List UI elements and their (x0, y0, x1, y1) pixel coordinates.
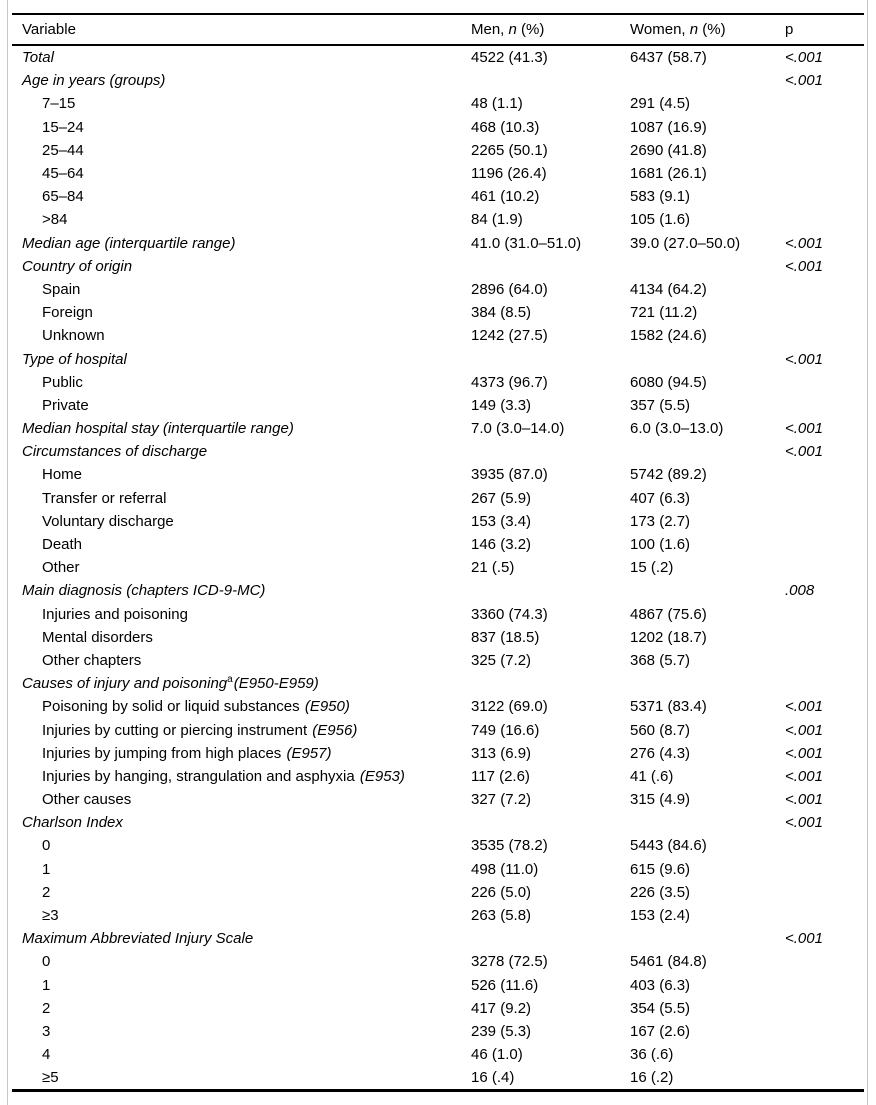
men-value: 3122 (69.0) (471, 698, 548, 716)
row-label-text: Injuries and poisoning (42, 605, 188, 623)
row-label-text: 7–15 (42, 95, 76, 113)
men-header-prefix: Men, (471, 21, 509, 38)
row-variable-label (12, 537, 471, 552)
row-label-code: (E953) (359, 767, 405, 785)
row-variable-label (12, 120, 471, 135)
table-row (12, 533, 864, 556)
row-variable-label (12, 954, 471, 969)
men-value: 384 (8.5) (471, 304, 532, 322)
row-variable-label (12, 96, 471, 111)
row-label-text: Injuries by hanging, strangulation and asphyxia (42, 767, 359, 785)
men-value: 3278 (72.5) (471, 953, 548, 971)
women-value: 39.0 (27.0–50.0) (630, 234, 741, 252)
row-label-text: Other causes (42, 791, 132, 809)
table-row (12, 811, 864, 834)
men-value: 749 (16.6) (471, 721, 540, 739)
table-row (12, 950, 864, 973)
row-variable-label (12, 514, 471, 529)
row-label-text: 0 (42, 953, 51, 971)
p-value: <.001 (785, 72, 823, 90)
table-row (12, 232, 864, 255)
table-row (12, 1020, 864, 1043)
table-row (12, 255, 864, 278)
column-header-p: p (785, 21, 794, 38)
men-value: 149 (3.3) (471, 396, 532, 414)
row-variable-label (12, 653, 471, 668)
row-variable-label (12, 746, 471, 761)
row-variable-label (12, 792, 471, 807)
men-value: 267 (5.9) (471, 489, 532, 507)
p-value: <.001 (785, 814, 823, 832)
row-label-code: (E950-E959) (233, 675, 319, 693)
men-value: 327 (7.2) (471, 791, 532, 809)
row-variable-label (12, 1001, 471, 1016)
p-value: <.001 (785, 721, 823, 739)
men-value: 325 (7.2) (471, 651, 532, 669)
women-value: 315 (4.9) (630, 791, 691, 809)
women-value: 105 (1.6) (630, 211, 691, 229)
men-value: 3360 (74.3) (471, 605, 548, 623)
table-row (12, 116, 864, 139)
p-value: <.001 (785, 257, 823, 275)
women-value: 100 (1.6) (630, 536, 691, 554)
column-header-women (630, 22, 785, 37)
women-value: 41 (.6) (630, 767, 674, 785)
table-row (12, 649, 864, 672)
row-label-text: 1 (42, 860, 51, 878)
women-value: 5371 (83.4) (630, 698, 707, 716)
table-row (12, 208, 864, 231)
row-label-text: 15–24 (42, 118, 84, 136)
row-variable-label (12, 723, 471, 738)
row-variable-label (12, 1070, 471, 1085)
row-label-text: Main diagnosis (chapters ICD-9-MC) (22, 582, 266, 600)
row-variable-label (12, 1024, 471, 1039)
row-label-text: Public (42, 373, 83, 391)
row-label-text: Home (42, 466, 83, 484)
table-row (12, 162, 864, 185)
women-value: 721 (11.2) (630, 304, 698, 322)
row-label-text: Injuries by cutting or piercing instrument (42, 721, 312, 739)
men-value: 117 (2.6) (471, 767, 530, 785)
men-value: 313 (6.9) (471, 744, 532, 762)
women-value: 276 (4.3) (630, 744, 691, 762)
men-value: 1242 (27.5) (471, 327, 548, 345)
table-row (12, 603, 864, 626)
men-value: 2896 (64.0) (471, 280, 548, 298)
table-row (12, 1043, 864, 1066)
row-variable-label (12, 885, 471, 900)
row-variable-label (12, 908, 471, 923)
women-value: 403 (6.3) (630, 976, 691, 994)
row-label-text: 3 (42, 1022, 51, 1040)
p-value: <.001 (785, 791, 823, 809)
row-label-text: Median age (interquartile range) (22, 234, 236, 252)
row-variable-label (12, 491, 471, 506)
table-row (12, 510, 864, 533)
women-value: 1087 (16.9) (630, 118, 707, 136)
table-row (12, 69, 864, 92)
table-row (12, 927, 864, 950)
page-edge-line-left (7, 0, 8, 1105)
row-label-text: Median hospital stay (interquartile range) (22, 420, 294, 438)
women-value: 6.0 (3.0–13.0) (630, 420, 724, 438)
p-value: <.001 (785, 350, 823, 368)
table-row (12, 394, 864, 417)
women-value: 1582 (24.6) (630, 327, 707, 345)
page-edge-line-right (867, 0, 868, 1105)
row-label-text: Unknown (42, 327, 105, 345)
row-variable-label (12, 583, 471, 598)
women-value: 368 (5.7) (630, 651, 691, 669)
row-label-text: 45–64 (42, 165, 84, 183)
row-label-text: Poisoning by solid or liquid substances (42, 698, 304, 716)
row-label-code: (E956) (312, 721, 358, 739)
women-value: 560 (8.7) (630, 721, 691, 739)
women-value: 6080 (94.5) (630, 373, 707, 391)
table-row (12, 626, 864, 649)
table-row (12, 440, 864, 463)
table-row (12, 742, 864, 765)
row-label-text: Country of origin (22, 257, 133, 275)
men-value: 226 (5.0) (471, 883, 532, 901)
women-value: 153 (2.4) (630, 907, 691, 925)
men-value: 1196 (26.4) (471, 165, 547, 183)
p-value: <.001 (785, 698, 823, 716)
men-value: 239 (5.3) (471, 1022, 532, 1040)
p-value: <.001 (785, 420, 823, 438)
women-value: 15 (.2) (630, 559, 674, 577)
column-header-variable: Variable (22, 21, 76, 38)
table-body (12, 46, 864, 1092)
table-header-row (12, 15, 864, 46)
women-value: 354 (5.5) (630, 999, 691, 1017)
table-row (12, 301, 864, 324)
row-variable-label (12, 73, 471, 88)
women-header-suffix: (%) (698, 21, 726, 38)
row-variable-label (12, 352, 471, 367)
p-value: <.001 (785, 49, 823, 67)
men-value: 417 (9.2) (471, 999, 532, 1017)
women-value: 357 (5.5) (630, 396, 691, 414)
table-row (12, 324, 864, 347)
men-value: 4373 (96.7) (471, 373, 548, 391)
men-value: 4522 (41.3) (471, 49, 548, 67)
table-row (12, 788, 864, 811)
table-row (12, 579, 864, 602)
row-variable-label (12, 305, 471, 320)
men-header-n: n (508, 21, 517, 38)
row-label-text: Injuries by jumping from high places (42, 744, 286, 762)
men-header-suffix: (%) (516, 21, 545, 38)
row-label-text: Age in years (groups) (22, 72, 166, 90)
men-value: 526 (11.6) (471, 976, 539, 994)
women-value: 407 (6.3) (630, 489, 691, 507)
row-variable-label (12, 676, 471, 691)
row-label-text: 25–44 (42, 141, 84, 159)
men-value: 837 (18.5) (471, 628, 540, 646)
table-row (12, 92, 864, 115)
row-variable-label (12, 1047, 471, 1062)
demographics-statistics-table (12, 13, 864, 1092)
row-label-superscript: a (227, 674, 233, 686)
women-value: 226 (3.5) (630, 883, 691, 901)
women-value: 5742 (89.2) (630, 466, 707, 484)
row-label-code: (E950) (304, 698, 350, 716)
row-label-text: Mental disorders (42, 628, 153, 646)
row-variable-label (12, 236, 471, 251)
row-variable-label (12, 838, 471, 853)
men-value: 498 (11.0) (471, 860, 539, 878)
women-value: 36 (.6) (630, 1046, 674, 1064)
row-label-text: Spain (42, 280, 81, 298)
table-row (12, 371, 864, 394)
women-value: 167 (2.6) (630, 1022, 691, 1040)
row-label-text: Total (22, 49, 54, 67)
row-label-text: Foreign (42, 304, 93, 322)
women-value: 1202 (18.7) (630, 628, 707, 646)
table-row (12, 417, 864, 440)
table-row (12, 139, 864, 162)
row-variable-label (12, 259, 471, 274)
men-value: 263 (5.8) (471, 907, 532, 925)
table-row (12, 347, 864, 370)
men-value: 41.0 (31.0–51.0) (471, 234, 582, 252)
row-variable-label (12, 931, 471, 946)
row-label-text: 65–84 (42, 188, 84, 206)
table-row (12, 1066, 864, 1089)
p-value: <.001 (785, 767, 823, 785)
row-variable-label (12, 166, 471, 181)
men-value: 468 (10.3) (471, 118, 540, 136)
row-variable-label (12, 143, 471, 158)
table-row (12, 881, 864, 904)
table-row (12, 974, 864, 997)
row-variable-label (12, 212, 471, 227)
row-label-text: >84 (42, 211, 68, 229)
women-value: 16 (.2) (630, 1069, 674, 1087)
men-value: 3935 (87.0) (471, 466, 548, 484)
table-row (12, 672, 864, 695)
men-value: 21 (.5) (471, 559, 515, 577)
row-label-text: Other chapters (42, 651, 142, 669)
table-row (12, 858, 864, 881)
row-label-text: 2 (42, 883, 51, 901)
men-value: 2265 (50.1) (471, 141, 548, 159)
row-label-text: Transfer or referral (42, 489, 167, 507)
women-value: 1681 (26.1) (630, 165, 707, 183)
row-label-code: (E957) (286, 744, 332, 762)
row-variable-label (12, 50, 471, 65)
women-value: 2690 (41.8) (630, 141, 707, 159)
table-row (12, 463, 864, 486)
row-label-text: 1 (42, 976, 51, 994)
men-value: 16 (.4) (471, 1069, 515, 1087)
men-value: 146 (3.2) (471, 536, 532, 554)
women-value: 615 (9.6) (630, 860, 691, 878)
p-value: <.001 (785, 234, 823, 252)
table-row (12, 695, 864, 718)
row-label-text: Causes of injury and poisoning (22, 675, 228, 693)
column-header-men (471, 22, 630, 37)
row-label-text: Maximum Abbreviated Injury Scale (22, 930, 254, 948)
row-label-text: 4 (42, 1046, 51, 1064)
women-value: 583 (9.1) (630, 188, 691, 206)
row-label-text: ≥3 (42, 907, 59, 925)
row-label-text: Type of hospital (22, 350, 127, 368)
men-value: 461 (10.2) (471, 188, 540, 206)
row-variable-label (12, 769, 471, 784)
row-label-text: Other (42, 559, 80, 577)
women-value: 173 (2.7) (630, 512, 691, 530)
row-variable-label (12, 978, 471, 993)
row-variable-label (12, 444, 471, 459)
table-row (12, 487, 864, 510)
men-value: 153 (3.4) (471, 512, 532, 530)
men-value: 3535 (78.2) (471, 837, 548, 855)
men-value: 7.0 (3.0–14.0) (471, 420, 565, 438)
row-label-text: Voluntary discharge (42, 512, 174, 530)
row-variable-label (12, 862, 471, 877)
row-variable-label (12, 375, 471, 390)
p-value: <.001 (785, 744, 823, 762)
p-value: <.001 (785, 443, 823, 461)
table-row (12, 904, 864, 927)
p-value: .008 (785, 582, 815, 600)
men-value: 46 (1.0) (471, 1046, 523, 1064)
row-variable-label (12, 560, 471, 575)
table-row (12, 185, 864, 208)
women-header-n: n (689, 21, 699, 38)
table-row (12, 718, 864, 741)
row-label-text: ≥5 (42, 1069, 59, 1087)
women-value: 5461 (84.8) (630, 953, 707, 971)
row-variable-label (12, 699, 471, 714)
men-value: 84 (1.9) (471, 211, 523, 229)
women-value: 291 (4.5) (630, 95, 691, 113)
women-value: 4867 (75.6) (630, 605, 707, 623)
row-variable-label (12, 398, 471, 413)
table-row (12, 46, 864, 69)
row-label-text: Death (42, 536, 83, 554)
women-header-prefix: Women, (630, 21, 690, 38)
row-label-text: Private (42, 396, 89, 414)
row-variable-label (12, 467, 471, 482)
men-value: 48 (1.1) (471, 95, 523, 113)
row-label-text: 2 (42, 999, 51, 1017)
row-variable-label (12, 328, 471, 343)
row-variable-label (12, 607, 471, 622)
table-row (12, 556, 864, 579)
p-value: <.001 (785, 930, 823, 948)
row-variable-label (12, 282, 471, 297)
row-variable-label (12, 421, 471, 436)
row-label-text: Circumstances of discharge (22, 443, 208, 461)
row-variable-label (12, 189, 471, 204)
women-value: 5443 (84.6) (630, 837, 707, 855)
row-variable-label (12, 630, 471, 645)
row-label-text: 0 (42, 837, 51, 855)
row-variable-label (12, 815, 471, 830)
table-row (12, 278, 864, 301)
table-row (12, 834, 864, 857)
women-value: 6437 (58.7) (630, 49, 707, 67)
table-row (12, 765, 864, 788)
table-row (12, 997, 864, 1020)
row-label-text: Charlson Index (22, 814, 123, 832)
women-value: 4134 (64.2) (630, 280, 707, 298)
